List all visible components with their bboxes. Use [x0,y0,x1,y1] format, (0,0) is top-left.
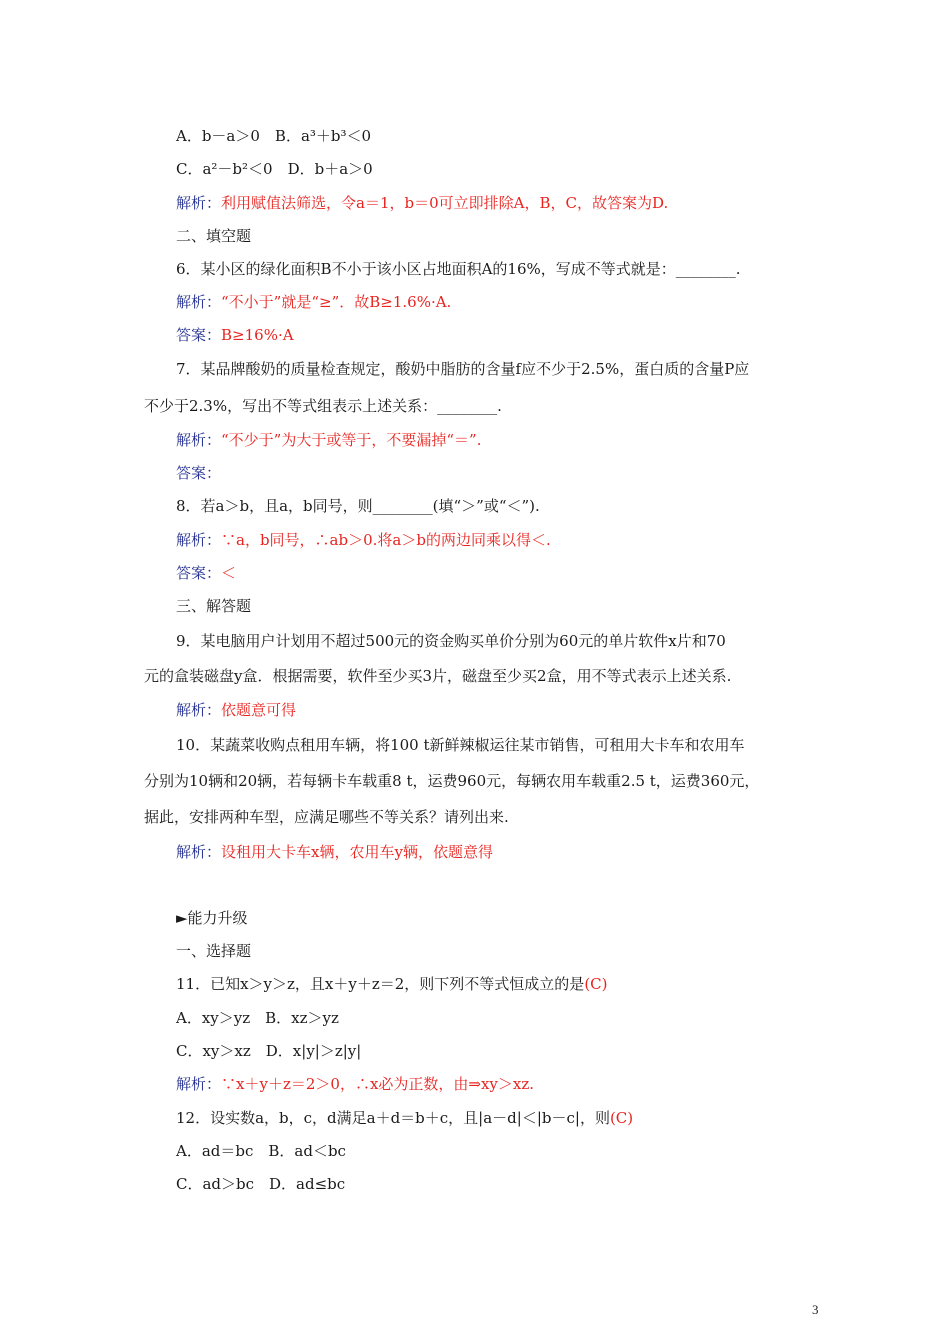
line-q10-question-2: 分别为10辆和20辆，若每辆卡车载重8 t，运费960元，每辆农用车载重2.5 t，运费360元， [144,772,760,790]
line-q11-options-cd: C．xy＞xz D．x|y|＞z|y| [176,1042,362,1060]
solution-text: ∵x＋y＋z＝2＞0，∴x必为正数，由⇒xy＞xz. [221,1075,535,1093]
line-q11-solution [176,1074,534,1094]
answer-label: 答案： [176,326,222,344]
line-q10-question-1: 10．某蔬菜收购点租用车辆，将100 t新鲜辣椒运往某市销售，可租用大卡车和农用车 [176,736,745,754]
section-heading-advanced: ►能力升级 [176,909,248,927]
section-heading-fill-blank: 二、填空题 [176,227,252,245]
solution-label: 解析： [176,531,222,549]
line-q7-question-2: 不少于2.3%，写出不等式组表示上述关系：________. [144,397,502,415]
solution-text: “不少于”为大于或等于，不要漏掉“＝”. [221,431,482,449]
line-q8-question: 8．若a＞b，且a，b同号，则________(填“＞”或“＜”). [176,497,540,515]
line-q7-question-1: 7．某品牌酸奶的质量检查规定，酸奶中脂肪的含量f应不少于2.5%，蛋白质的含量P应 [176,360,750,378]
solution-text: “不小于”就是“≥”．故B≥1.6%·A. [221,293,452,311]
line-q11-options-ab: A．xy＞yz B．xz＞yz [176,1009,339,1027]
answer-choice: (C) [584,975,608,993]
answer-label: 答案： [176,464,222,482]
line-q11-question: 11．已知x＞y＞z，且x＋y＋z＝2，则下列不等式恒成立的是(C) [176,975,608,993]
solution-label: 解析： [176,293,222,311]
answer-text: B≥16%·A [221,326,294,344]
solution-text: 设租用大卡车x辆，农用车y辆，依题意得 [221,843,493,861]
line-q5-solution [176,193,668,213]
answer-text: ＜ [221,564,237,582]
line-q6-solution [176,292,451,312]
solution-text: 依题意可得 [221,701,297,719]
line-q5-options-cd: C．a²－b²＜0 D．b＋a＞0 [176,160,373,178]
line-q7-answer [176,463,221,483]
section-heading-solve: 三、解答题 [176,597,252,615]
solution-label: 解析： [176,194,222,212]
line-q12-options-ab: A．ad＝bc B．ad＜bc [176,1142,346,1160]
line-q5-options-ab: A．b－a＞0 B．a³＋b³＜0 [176,127,372,145]
line-q12-question: 12．设实数a，b，c，d满足a＋d＝b＋c，且|a－d|＜|b－c|，则(C) [176,1109,634,1127]
solution-text: ∵a，b同号，∴ab＞0.将a＞b的两边同乘以得＜. [221,531,551,549]
page-number: 3 [812,1302,819,1317]
solution-label: 解析： [176,701,222,719]
line-q9-question-2: 元的盒装磁盘y盒．根据需要，软件至少买3片，磁盘至少买2盒，用不等式表示上述关系. [144,667,732,685]
solution-label: 解析： [176,431,222,449]
line-q8-answer [176,563,236,583]
answer-choice: (C) [609,1109,634,1127]
section-heading-choice: 一、选择题 [176,942,252,960]
line-q6-question: 6．某小区的绿化面积B不小于该小区占地面积A的16%，写成不等式就是：________. [176,260,741,278]
solution-text: 利用赋值法筛选，令a＝1，b＝0可立即排除A，B，C，故答案为D. [221,194,669,212]
answer-label: 答案： [176,564,222,582]
line-q10-solution [176,842,493,862]
line-q9-question-1: 9．某电脑用户计划用不超过500元的资金购买单价分别为60元的单片软件x片和70 [176,632,726,650]
line-q10-question-3: 据此，安排两种车型，应满足哪些不等关系？请列出来. [144,808,509,826]
line-q9-solution [176,700,296,720]
line-q8-solution [176,530,551,550]
line-q7-solution [176,430,481,450]
line-q6-answer [176,325,294,345]
line-q12-options-cd: C．ad＞bc D．ad≤bc [176,1175,346,1193]
solution-label: 解析： [176,1075,222,1093]
solution-label: 解析： [176,843,222,861]
